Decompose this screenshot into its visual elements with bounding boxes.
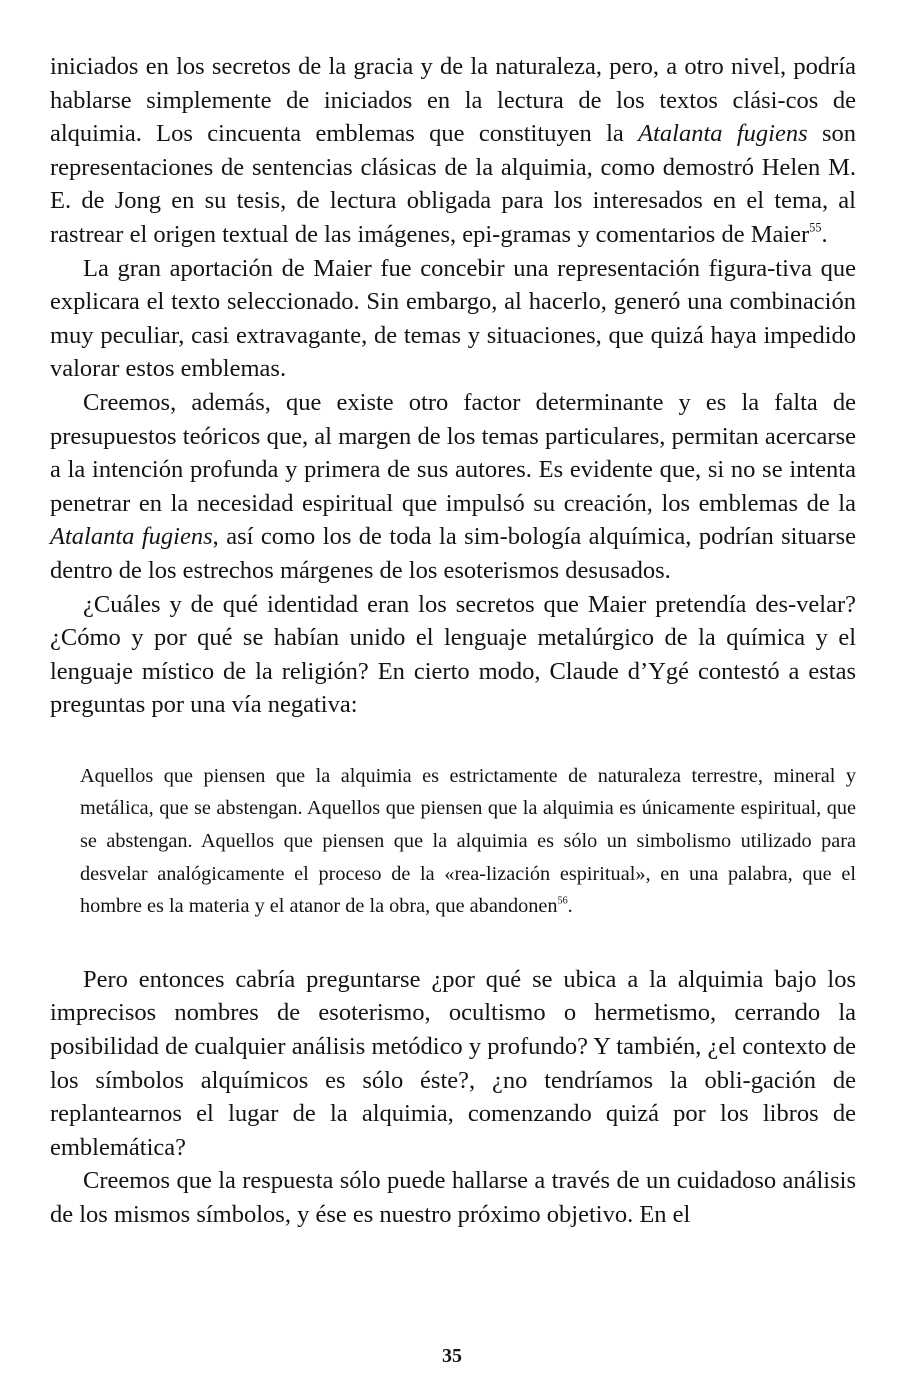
- paragraph-1: iniciados en los secretos de la gracia y de la naturaleza, pero, a otro nivel, podría hablarse simplemente de iniciados en la lectura de los textos clási-cos de alquimia. Los cincuenta emblemas que constituyen la Atalanta fugiens son representaciones de sentencias clásicas de la alquimia, como demostró Helen M. E. de Jong en su tesis, de lectura obligada para los interesados en el tema, al rastrear el origen textual de las imágenes, epi-gramas y comentarios de Maier$^{55}$.: [50, 53, 856, 248]
- footnote-ref-55: 55: [809, 220, 822, 235]
- paragraph-3: Creemos, además, que existe otro factor determinante y es la falta de presupuestos teóricos que, al margen de los temas particulares, permitan acercarse a la intención profunda y primera de sus autores. Es evidente que, si no se intenta penetrar en la necesidad espiritual que impulsó su creación, los emblemas de la Atalanta fugiens, así como los de toda la sim-bología alquímica, podrían situarse dentro de los estrechos márgenes de los esoterismos desusados.: [50, 388, 856, 584]
- paragraph-5: Pero entonces cabría preguntarse ¿por qué se ubica a la alquimia bajo los imprecisos nombres de esoterismo, ocultismo o hermetismo, cerrando la posibilidad de cualquier análisis metódico y profundo? Y también, ¿el contexto de los símbolos alquímicos es sólo éste?, ¿no tendríamos la obli-gación de replantearnos el lugar de la alquimia, comenzando quizá por los libros de emblemática?: [50, 965, 856, 1161]
- block-quote: Aquellos que piensen que la alquimia es estrictamente de naturaleza terrestre, mineral y metálica, que se abstengan. Aquellos que piensen que la alquimia es únicamente espiritual, que se abstengan. Aquellos que piensen que la alquimia es sólo un simbolismo utilizado para desvelar analógicamente el proceso de la «rea-lización espiritual», en una palabra, que el hombre es la materia y el atanor de la obra, que abandonen$^{56}$.: [80, 764, 856, 918]
- page-number: 35: [442, 1345, 462, 1367]
- footnote-ref-56: 56: [557, 895, 568, 907]
- book-title: Atalanta fugiens: [638, 120, 808, 148]
- paragraph-4: ¿Cuáles y de qué identidad eran los secretos que Maier pretendía des-velar? ¿Cómo y por qué se habían unido el lenguaje metalúrgico de la química y el lenguaje místico de la religión? En cierto modo, Claude d’Ygé contestó a estas preguntas por una vía negativa:: [50, 590, 856, 719]
- main-text: [50, 50, 856, 1232]
- book-title: Atalanta fugiens: [50, 523, 213, 551]
- paragraph-2: La gran aportación de Maier fue concebir una representación figura-tiva que explicara el texto seleccionado. Sin embargo, al hacerlo, generó una combinación muy peculiar, casi extravagante, de temas y situaciones, que quizá haya impedido valorar estos emblemas.: [50, 254, 856, 383]
- paragraph-6: Creemos que la respuesta sólo puede hallarse a través de un cuidadoso análisis de los mismos símbolos, y ése es nuestro próximo objetivo. En el: [50, 1167, 856, 1228]
